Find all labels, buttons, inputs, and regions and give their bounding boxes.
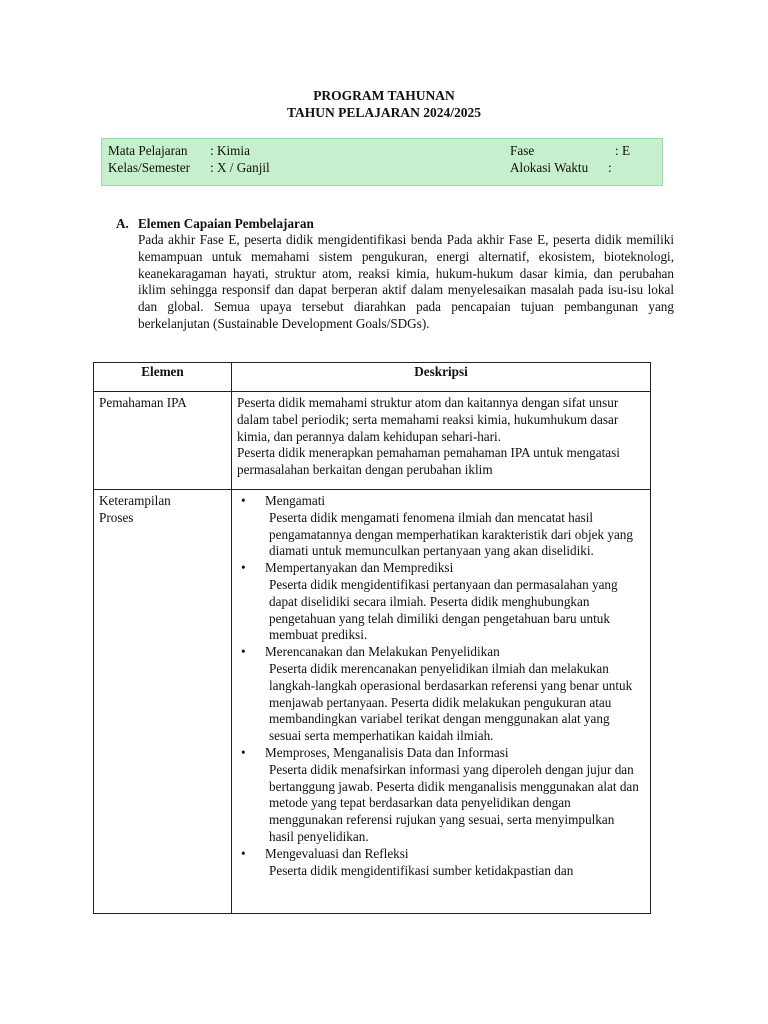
document-title: PROGRAM TAHUNAN: [313, 88, 455, 103]
bullet-icon: •: [241, 560, 246, 576]
bullet-icon: •: [241, 644, 246, 660]
alokasi-label: Alokasi Waktu: [510, 160, 589, 175]
kelas-row: [108, 159, 270, 176]
bullet-icon: •: [241, 492, 246, 508]
row2-elemen: [94, 489, 232, 913]
section-paragraph: Pada akhir Fase E, peserta didik mengidentifikasi benda Pada akhir Fase E, peserta didik memiliki kemampuan untuk memahami sistem pengukuran, energi alternatif, ekosistem, bioteknologi, keanekaragaman hayati, struktur atom, reaksi kimia, hukum-hukum dasar kimia, dan perubahan iklim sehingga responsif dan dapat berperan aktif dalam menyelesaikan masalah pada isu-isu lokal dan global. Semua upaya tersebut diarahkan pada pencapaian tujuan pembangunan yang berkelanjutan (Sustainable Development Goals/SDGs).: [138, 232, 674, 331]
list-item: [240, 560, 642, 644]
table-row: [94, 392, 651, 490]
identity-box: [101, 138, 663, 186]
item-title: Mempertanyakan dan Memprediksi: [265, 560, 454, 576]
item-description: Peserta didik merencanakan penyelidikan ilmiah dan melakukan langkah-langkah operasional berdasarkan referensi yang benar untuk menjawab pertanyaan. Peserta didik melakukan pengukuran atau membandingkan variabel terikat dengan menggunakan alat yang sesuai serta memperhatikan kaidah ilmiah.: [269, 660, 633, 744]
list-item: [240, 493, 642, 560]
item-description: Peserta didik mengamati fenomena ilmiah dan mencatat hasil pengamatannya dengan memperhatikan karakteristik dari objek yang diamati untuk memunculkan pertanyaan yang akan diselidiki.: [269, 509, 633, 559]
row1-elemen: Pemahaman IPA: [94, 392, 232, 490]
item-title: Merencanakan dan Melakukan Penyelidikan: [265, 644, 500, 660]
alokasi-value: :: [608, 160, 612, 175]
kelas-label: Kelas/Semester: [108, 160, 191, 175]
item-description: Peserta didik menafsirkan informasi yang diperoleh dengan jujur dan bertanggung jawab. Peserta didik menganalisis menggunakan alat dan metode yang tepat berdasarkan data penyelidikan dengan menggunakan referensi rujukan yang sesuai, serta menyimpulkan hasil penyelidikan.: [269, 761, 639, 844]
fase-label: Fase: [510, 143, 535, 158]
kelas-value: : X / Ganjil: [210, 160, 270, 175]
mapel-label: Mata Pelajaran: [108, 143, 188, 158]
row1-desc-p2: Peserta didik menerapkan pemahaman pemahaman IPA untuk mengatasi permasalahan berkaitan dengan perubahan iklim: [237, 445, 620, 478]
table-row: [94, 489, 651, 913]
mapel-row: [108, 142, 250, 159]
bullet-icon: •: [241, 744, 246, 760]
document-subtitle: TAHUN PELAJARAN 2024/2025: [286, 105, 481, 120]
item-description: Peserta didik mengidentifikasi pertanyaan dan permasalahan yang dapat diselidiki secara ilmiah. Peserta didik menghubungkan pengetahuan yang telah dimiliki dengan pengetahuan baru untuk membuat prediksi.: [269, 576, 618, 643]
list-item: [240, 644, 642, 745]
header-elemen: Elemen: [94, 363, 232, 392]
header-deskripsi: Deskripsi: [232, 363, 651, 392]
section-title: Elemen Capaian Pembelajaran: [138, 216, 314, 231]
capaian-table: [93, 362, 651, 914]
table-header-row: [94, 363, 651, 392]
alokasi-row: [510, 159, 612, 176]
row1-deskripsi: [232, 392, 651, 490]
item-title: Memproses, Menganalisis Data dan Informasi: [265, 744, 509, 760]
item-description: Peserta didik mengidentifikasi sumber ketidakpastian dan: [269, 862, 574, 878]
row2-elemen-line2: Proses: [99, 509, 134, 525]
bullet-icon: •: [241, 845, 246, 861]
section-number: A.: [116, 216, 129, 231]
row1-desc-p1: Peserta didik memahami struktur atom dan kaitannya dengan sifat unsur dalam tabel periodik; serta memahami reaksi kimia, hukumhukum dasar kimia, dan perannya dalam kehidupan sehari-hari.: [237, 395, 619, 444]
row2-deskripsi: [232, 489, 651, 913]
fase-row: [510, 142, 630, 159]
item-title: Mengamati: [265, 492, 326, 508]
row2-elemen-line1: Keterampilan: [99, 492, 171, 508]
mapel-value: : Kimia: [210, 143, 250, 158]
section-heading: [116, 215, 314, 232]
fase-value: : E: [615, 143, 631, 158]
list-item: [240, 846, 642, 880]
list-item: [240, 745, 642, 846]
item-title: Mengevaluasi dan Refleksi: [265, 845, 409, 861]
